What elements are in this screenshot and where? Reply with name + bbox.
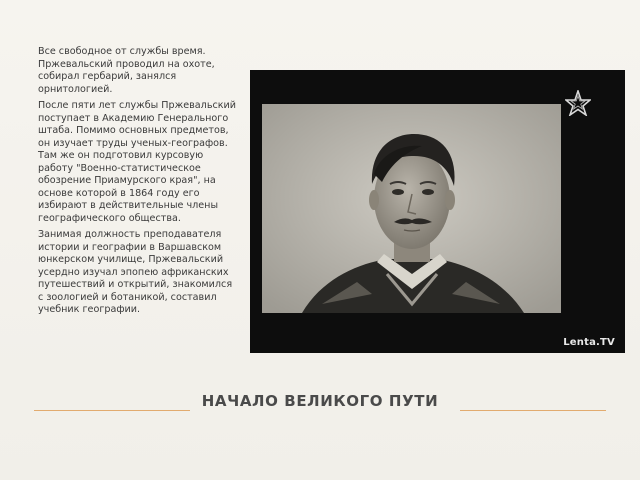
watermark-text: Lenta.TV [563, 337, 615, 348]
paragraph-3: Занимая должность преподавателя истории и географии в Варшавском юнкерском училище, Пржевальский усердно изучал эпопею африканских путешествий и открытий, знакомился с зоологией и ботаникой, составил учебник географии. [38, 229, 233, 315]
body-text [38, 46, 238, 321]
photo-frame [250, 70, 625, 353]
paragraph-2: После пяти лет службы Пржевальский поступает в Академию Генерального штаба. Помимо основных предметов, он изучает труды ученых-географов. Там же он подготовил курсовую работу "Военно-статистическое обозрение Приамурского края", на основе которой в 1864 году его избирают в действительные члены географического общества. [38, 100, 237, 224]
title-rule-right [460, 410, 606, 411]
portrait-photo [262, 104, 561, 313]
paragraph-1: Все свободное от службы время. Пржевальский проводил на охоте, собирал гербарий, занялся орнитологией. [38, 46, 215, 95]
title-rule-left [34, 410, 190, 411]
star-icon [565, 90, 591, 116]
portrait-illustration [262, 104, 561, 313]
slide-title: НАЧАЛО ВЕЛИКОГО ПУТИ [201, 392, 439, 410]
